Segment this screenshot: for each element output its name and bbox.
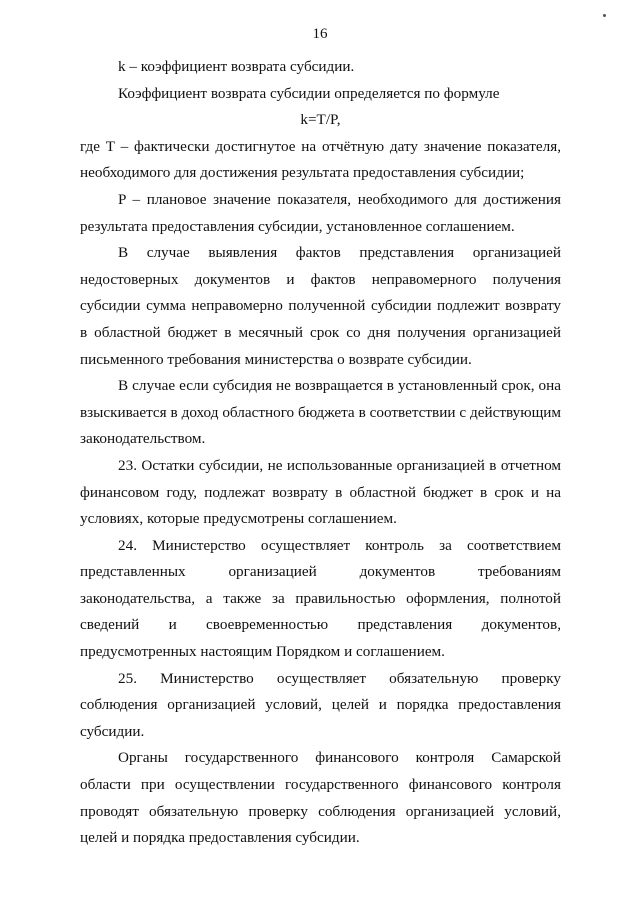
paragraph-financial-control: Органы государственного финансового контроля Самарской области при осуществлении государственного финансового контроля проводят обязательную проверку соблюдения организацией условий, целей и порядка предоставления субсидии.: [80, 749, 561, 847]
formula: k=T/P,: [300, 111, 341, 129]
paragraph-return-of-subsidy: В случае выявления фактов представления организацией недостоверных документов и фактов неправомерного получения субсидии сумма неправомерно полученной субсидии подлежит возврату в областной бюджет в месячный срок со дня получения организацией письменного требования министерства о возврате субсидии.: [80, 244, 561, 368]
paragraph-item-25: 25. Министерство осуществляет обязательную проверку соблюдения организацией условий, целей и порядка предоставления субсидии.: [80, 669, 561, 740]
paragraph-formula-intro: Коэффициент возврата субсидии определяется по формуле: [118, 84, 500, 102]
scan-dot-mark: [603, 14, 606, 17]
page-number: 16: [312, 26, 328, 42]
paragraph-recovery: В случае если субсидия не возвращается в установленный срок, она взыскивается в доход областного бюджета в соответствии с действующим законодательством.: [80, 377, 561, 448]
paragraph-p-definition: P – плановое значение показателя, необходимого для достижения результата предоставления субсидии, установленное соглашением.: [80, 190, 561, 235]
document-body: [80, 54, 561, 852]
paragraph-item-24: 24. Министерство осуществляет контроль за соответствием представленных организацией документов требованиям законодательства, а также за правильностью оформления, полнотой сведений и своевременностью представления документов, предусмотренных настоящим Порядком и соглашением.: [80, 536, 561, 661]
paragraph-k-definition: k – коэффициент возврата субсидии.: [118, 58, 355, 75]
paragraph-t-definition: где T – фактически достигнутое на отчётную дату значение показателя, необходимого для достижения результата предоставления субсидии;: [80, 137, 561, 182]
paragraph-item-23: 23. Остатки субсидии, не использованные организацией в отчетном финансовом году, подлежат возврату в областной бюджет в срок и на условиях, которые предусмотрены соглашением.: [80, 456, 561, 528]
